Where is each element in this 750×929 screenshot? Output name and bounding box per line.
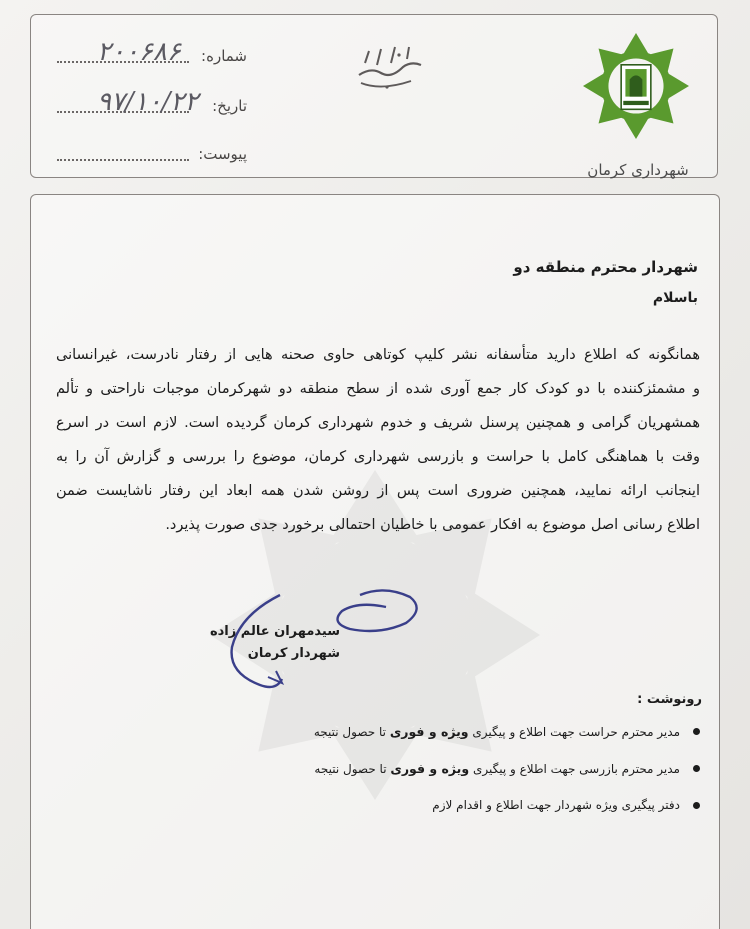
bullet-icon xyxy=(693,765,700,772)
cc-item-text: دفتر پیگیری ویژه شهردار جهت اطلاع و اقدام لازم xyxy=(432,798,680,812)
cc-list xyxy=(142,724,702,835)
cc-item-text: مدیر محترم حراست جهت اطلاع و پیگیری xyxy=(468,725,680,739)
cc-item xyxy=(142,798,702,835)
letterhead xyxy=(30,14,718,178)
paragraph-line: همانگونه که اطلاع دارید متأسفانه نشر کلیپ کوتاهی حاوی صحنه هایی از رفتار نادرست، غیرانسانی xyxy=(56,347,700,363)
letter-paragraph xyxy=(56,338,700,542)
cc-item-text: تا حصول نتیجه xyxy=(314,762,391,776)
date-row xyxy=(57,87,247,121)
bism-calligraphy-icon xyxy=(351,37,431,97)
signature-scribble-icon xyxy=(210,575,440,705)
cc-item xyxy=(142,724,702,761)
kerman-municipality-logo-icon xyxy=(583,33,689,139)
logo-caption: شهرداری کرمان xyxy=(587,161,689,179)
cc-item-text: تا حصول نتیجه xyxy=(313,725,390,739)
cc-item-emphasis: ویژه و فوری xyxy=(390,761,470,776)
attachment-dotted-line xyxy=(57,159,189,161)
number-row xyxy=(57,37,247,71)
date-label: تاریخ: xyxy=(212,97,247,115)
signatory-name: سیدمهران عالم زاده xyxy=(209,624,340,639)
cc-item-emphasis: ویژه و فوری xyxy=(389,724,469,739)
paragraph-line: اینجانب ارائه نمایید، همچنین ضروری است پس از روشن شدن همه ابعاد این رفتار ناشایست ضمن xyxy=(56,483,700,499)
paragraph-line: اطلاع رسانی اصل موضوع به افکار عمومی با خاطیان احتمالی برخورد جدی صورت پذیرد. xyxy=(165,517,700,533)
number-value: ۲۰۰۶۸۶ xyxy=(97,37,181,67)
number-label: شماره: xyxy=(201,47,247,65)
bullet-icon xyxy=(693,728,700,735)
addressee: شهردار محترم منطقه دو xyxy=(513,258,698,276)
bullet-icon xyxy=(693,802,700,809)
paragraph-line: وقت با هماهنگی کامل با حراست و بازرسی شهرداری کرمان، موضوع را بررسی و گزارش آن را به xyxy=(56,449,700,465)
paragraph-line: همشهریان گرامی و همچنین پرسنل شریف و خدوم شهرداری کرمان گردیده است. لازم است در اسرع xyxy=(56,415,700,431)
attachment-label: پیوست: xyxy=(198,145,247,163)
attachment-row xyxy=(57,141,247,169)
cc-item xyxy=(142,761,702,798)
greeting: باسلام xyxy=(652,290,698,306)
cc-heading: رونوشت : xyxy=(637,692,702,707)
paragraph-line: و مشمئزکننده با دو کودک کار جمع آوری شده از سطح منطقه دو شهرکرمان موجبات ناراحتی و تألم xyxy=(56,381,700,397)
signatory-title: شهردار کرمان xyxy=(247,646,340,661)
cc-item-text: مدیر محترم بازرسی جهت اطلاع و پیگیری xyxy=(469,762,680,776)
date-value: ۹۷/۱۰/۲۲ xyxy=(97,87,199,117)
